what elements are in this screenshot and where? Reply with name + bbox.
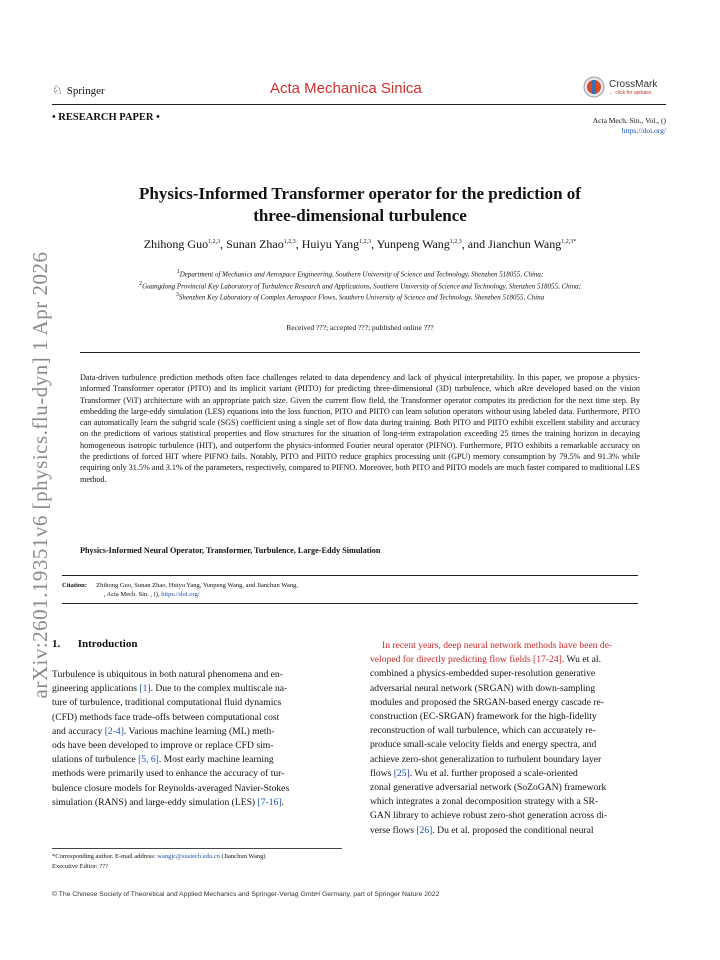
author-affiliation-marker: 1,2,3 xyxy=(359,239,372,245)
header-rule xyxy=(52,104,666,105)
crossmark-subtitle: ← click for updates xyxy=(609,89,652,96)
left-line-5: and accuracy [2-4]. Various machine learning (ML) meth- xyxy=(52,725,275,737)
author-name: Sunan Zhao xyxy=(226,237,284,251)
author-affiliation-marker: 1,2,3 xyxy=(208,239,221,245)
ref-link[interactable]: [17-24] xyxy=(533,654,562,666)
section-number: 1. xyxy=(52,638,61,650)
right-line-12: which integrates a zonal decomposition strategy with a SR- xyxy=(370,796,599,808)
abstract-top-rule xyxy=(80,352,640,353)
author-affiliation-marker: 1,2,3* xyxy=(561,239,577,245)
title-line-1: Physics-Informed Transformer operator for the prediction of xyxy=(139,184,581,203)
affiliation-text: Guangdong Provincial Key Laboratory of Turbulence Research and Applications, Southern University of Science and Technology, Shenzhen 518055, China; xyxy=(142,282,581,291)
author-affiliation-marker: 1,2,3 xyxy=(283,239,296,245)
springer-horse-icon: ♘ xyxy=(52,83,63,97)
keywords: Physics-Informed Neural Operator, Transformer, Turbulence, Large-Eddy Simulation xyxy=(80,546,381,555)
right-line-13: GAN library to achieve robust zero-shot generation across di- xyxy=(370,810,608,822)
author-name: Zhihong Guo xyxy=(143,237,209,251)
footnote-rule xyxy=(52,848,342,849)
ref-link[interactable]: [26] xyxy=(416,824,433,836)
crossmark-badge[interactable] xyxy=(583,76,657,98)
left-line-8: methods were primarily used to enhance the accuracy of tur- xyxy=(52,768,285,780)
affiliation-number: 2 xyxy=(139,280,143,287)
ref-link[interactable]: [2-4] xyxy=(104,725,124,737)
citation-top-rule xyxy=(62,575,638,576)
left-column xyxy=(52,668,344,810)
crossmark-title: CrossMark xyxy=(609,78,658,90)
title-line-2: three-dimensional turbulence xyxy=(253,206,467,225)
citation-block xyxy=(62,581,298,599)
section-heading xyxy=(52,638,137,650)
left-line-1: Turbulence is ubiquitous in both natural phenomena and en- xyxy=(52,669,283,680)
affiliation-line xyxy=(30,291,690,303)
journal-title: Acta Mechanica Sinica xyxy=(270,80,422,97)
left-line-6: ods have been developed to improve or replace CFD sim- xyxy=(52,740,274,752)
abstract-text: Data-driven turbulence prediction methods often face challenges related to data dependency and lack of physical interpretability. In this paper, we propose a physics-informed Transformer operator (PITO) and its implicit variant (PIITO) for predicting three-dimensional (3D) turbulence, which aRre developed based on the vision Transformer (ViT) architecture with an appropriate patch size. Given the current flow field, the Transformer operator computes its prediction for the next time step. By embedding the large-eddy simulation (LES) equations into the loss function, PITO and PIITO can learn solution operators without using labeled data. Furthermore, PITO can automatically learn the subgrid scale (SGS) coefficient using a single set of flow data during training. Both PITO and PIITO exhibit excellent stability and accuracy on the predictions of various statistical properties and flow structures for the situation of long-term extrapolation exceeding 25 times the training horizon in decaying homogeneous isotropic turbulence (HIT), and outperform the physics-informed Fourier neural operator (PIFNO). Furthermore, PITO exhibits a remarkable accuracy on the predictions of forced HIT where PIFNO fails. Notably, PITO and PIITO reduce graphics processing unit (GPU) memory consumption by 79.5% and 91.3% while requiring only 31.5% and 3.1% of the parameters, respectively, compared to PIFNO. Moreover, both PITO and PIITO models are much faster compared to traditional LES method. xyxy=(80,373,640,484)
right-column xyxy=(370,639,666,838)
right-line-9: achieve zero-shot generalization to turbulent boundary layer xyxy=(370,753,602,765)
author-name: Yunpeng Wang xyxy=(376,237,450,251)
corresponding-author: *Corresponding author. E-mail address: wangjc@sustech.edu.cn (Jianchun Wang) xyxy=(52,853,266,860)
executive-editor: Executive Editor: ??? xyxy=(52,863,108,870)
affiliation-line xyxy=(30,280,690,292)
affiliations xyxy=(30,268,690,303)
author-name: Huiyu Yang xyxy=(301,237,360,251)
ref-link[interactable]: [25] xyxy=(393,767,410,779)
right-line-5: modules and proposed the SRGAN-based energy cascade re- xyxy=(370,696,604,708)
left-line-3: ture of turbulence, traditional computational fluid dynamics xyxy=(52,697,282,709)
ref-link[interactable]: [5, 6] xyxy=(138,754,159,766)
right-line-7: reconstruction of wall turbulence, which can accurately re- xyxy=(370,725,596,737)
ref-link[interactable]: [7-16] xyxy=(257,796,282,808)
received-dates: Received ???; accepted ???; published online ??? xyxy=(286,323,434,332)
author-separator: , and xyxy=(461,237,489,251)
citation-line-2: , Acta Mech. Sin. , (), xyxy=(103,591,162,598)
right-line-8: produce small-scale velocity fields and energy spectra, and xyxy=(370,739,597,751)
left-line-7: ulations of turbulence [5, 6]. Most early machine learning xyxy=(52,754,274,766)
publisher-name: Springer xyxy=(66,84,105,97)
left-line-10: simulation (RANS) and large-eddy simulation (LES) [7-16]. xyxy=(52,796,284,808)
affiliation-number: 3 xyxy=(175,292,179,299)
citation-label: Citation: xyxy=(62,582,87,589)
arxiv-stamp: arXiv:2601.19351v6 [physics.flu-dyn] 1 Apr 2026 xyxy=(28,251,52,699)
author-separator: , xyxy=(371,237,377,251)
paper-type: • RESEARCH PAPER • xyxy=(52,112,160,123)
email-link[interactable]: wangjc@sustech.edu.cn xyxy=(157,853,220,860)
left-line-2: gineering applications [1]. Due to the complex multiscale na- xyxy=(52,683,288,695)
right-line-2: veloped for directly predicting flow fields [17-24]. Wu et al. xyxy=(370,654,601,666)
ref-link[interactable]: [1] xyxy=(139,683,151,695)
citation-line-1: Zhihong Guo, Sunan Zhao, Huiyu Yang, Yunpeng Wang, and Jianchun Wang, xyxy=(96,582,298,589)
section-title: Introduction xyxy=(77,638,138,650)
crossmark-icon xyxy=(583,76,605,98)
right-line-4: adversarial neural network (SRGAN) with down-sampling xyxy=(370,682,596,694)
doi-link[interactable]: https://doi.org/ xyxy=(621,126,666,135)
citation-bottom-rule xyxy=(62,603,638,604)
citation-doi-link[interactable]: https://doi.org/ xyxy=(161,591,200,598)
author-affiliation-marker: 1,2,3 xyxy=(449,239,462,245)
author-list xyxy=(40,237,680,252)
footnote xyxy=(52,852,266,872)
springer-logo xyxy=(52,83,105,98)
right-line-1: In recent years, deep neural network methods have been de- xyxy=(382,640,613,651)
right-line-11: zonal generative adversarial network (SoZoGAN) framework xyxy=(370,782,607,794)
right-line-3: combined a physics-embedded super-resolution generative xyxy=(370,668,596,680)
affiliation-number: 1 xyxy=(176,269,180,275)
author-separator: , xyxy=(295,237,302,251)
left-line-4: (CFD) methods face trade-offs between computational cost xyxy=(52,711,280,723)
paper-title xyxy=(60,183,660,227)
copyright: © The Chinese Society of Theoretical and Applied Mechanics and Springer-Verlag GmbH Germany, part of Springer Nature 2022 xyxy=(52,891,440,898)
right-line-10: flows [25]. Wu et al. further proposed a scale-oriented xyxy=(370,767,578,779)
affiliation-line xyxy=(30,268,690,280)
left-line-9: bulence closure models for Reynolds-averaged Navier-Stokes xyxy=(52,782,290,794)
affiliation-text: Shenzhen Key Laboratory of Complex Aerospace Flows, Southern University of Science and Technology, Shenzhen 518055, China xyxy=(178,293,545,302)
citation-short: Acta Mech. Sin., Vol., () xyxy=(592,116,666,125)
right-line-14: verse flows [26]. Du et al. proposed the conditional neural xyxy=(370,824,594,836)
author-separator: , xyxy=(220,237,227,251)
affiliation-text: Department of Mechanics and Aerospace Engineering, Southern University of Science and Technology, Shenzhen 518055, China; xyxy=(179,270,544,279)
right-line-6: construction (EC-SRGAN) framework for the high-fidelity xyxy=(370,711,597,723)
author-name: Jianchun Wang xyxy=(488,237,562,251)
